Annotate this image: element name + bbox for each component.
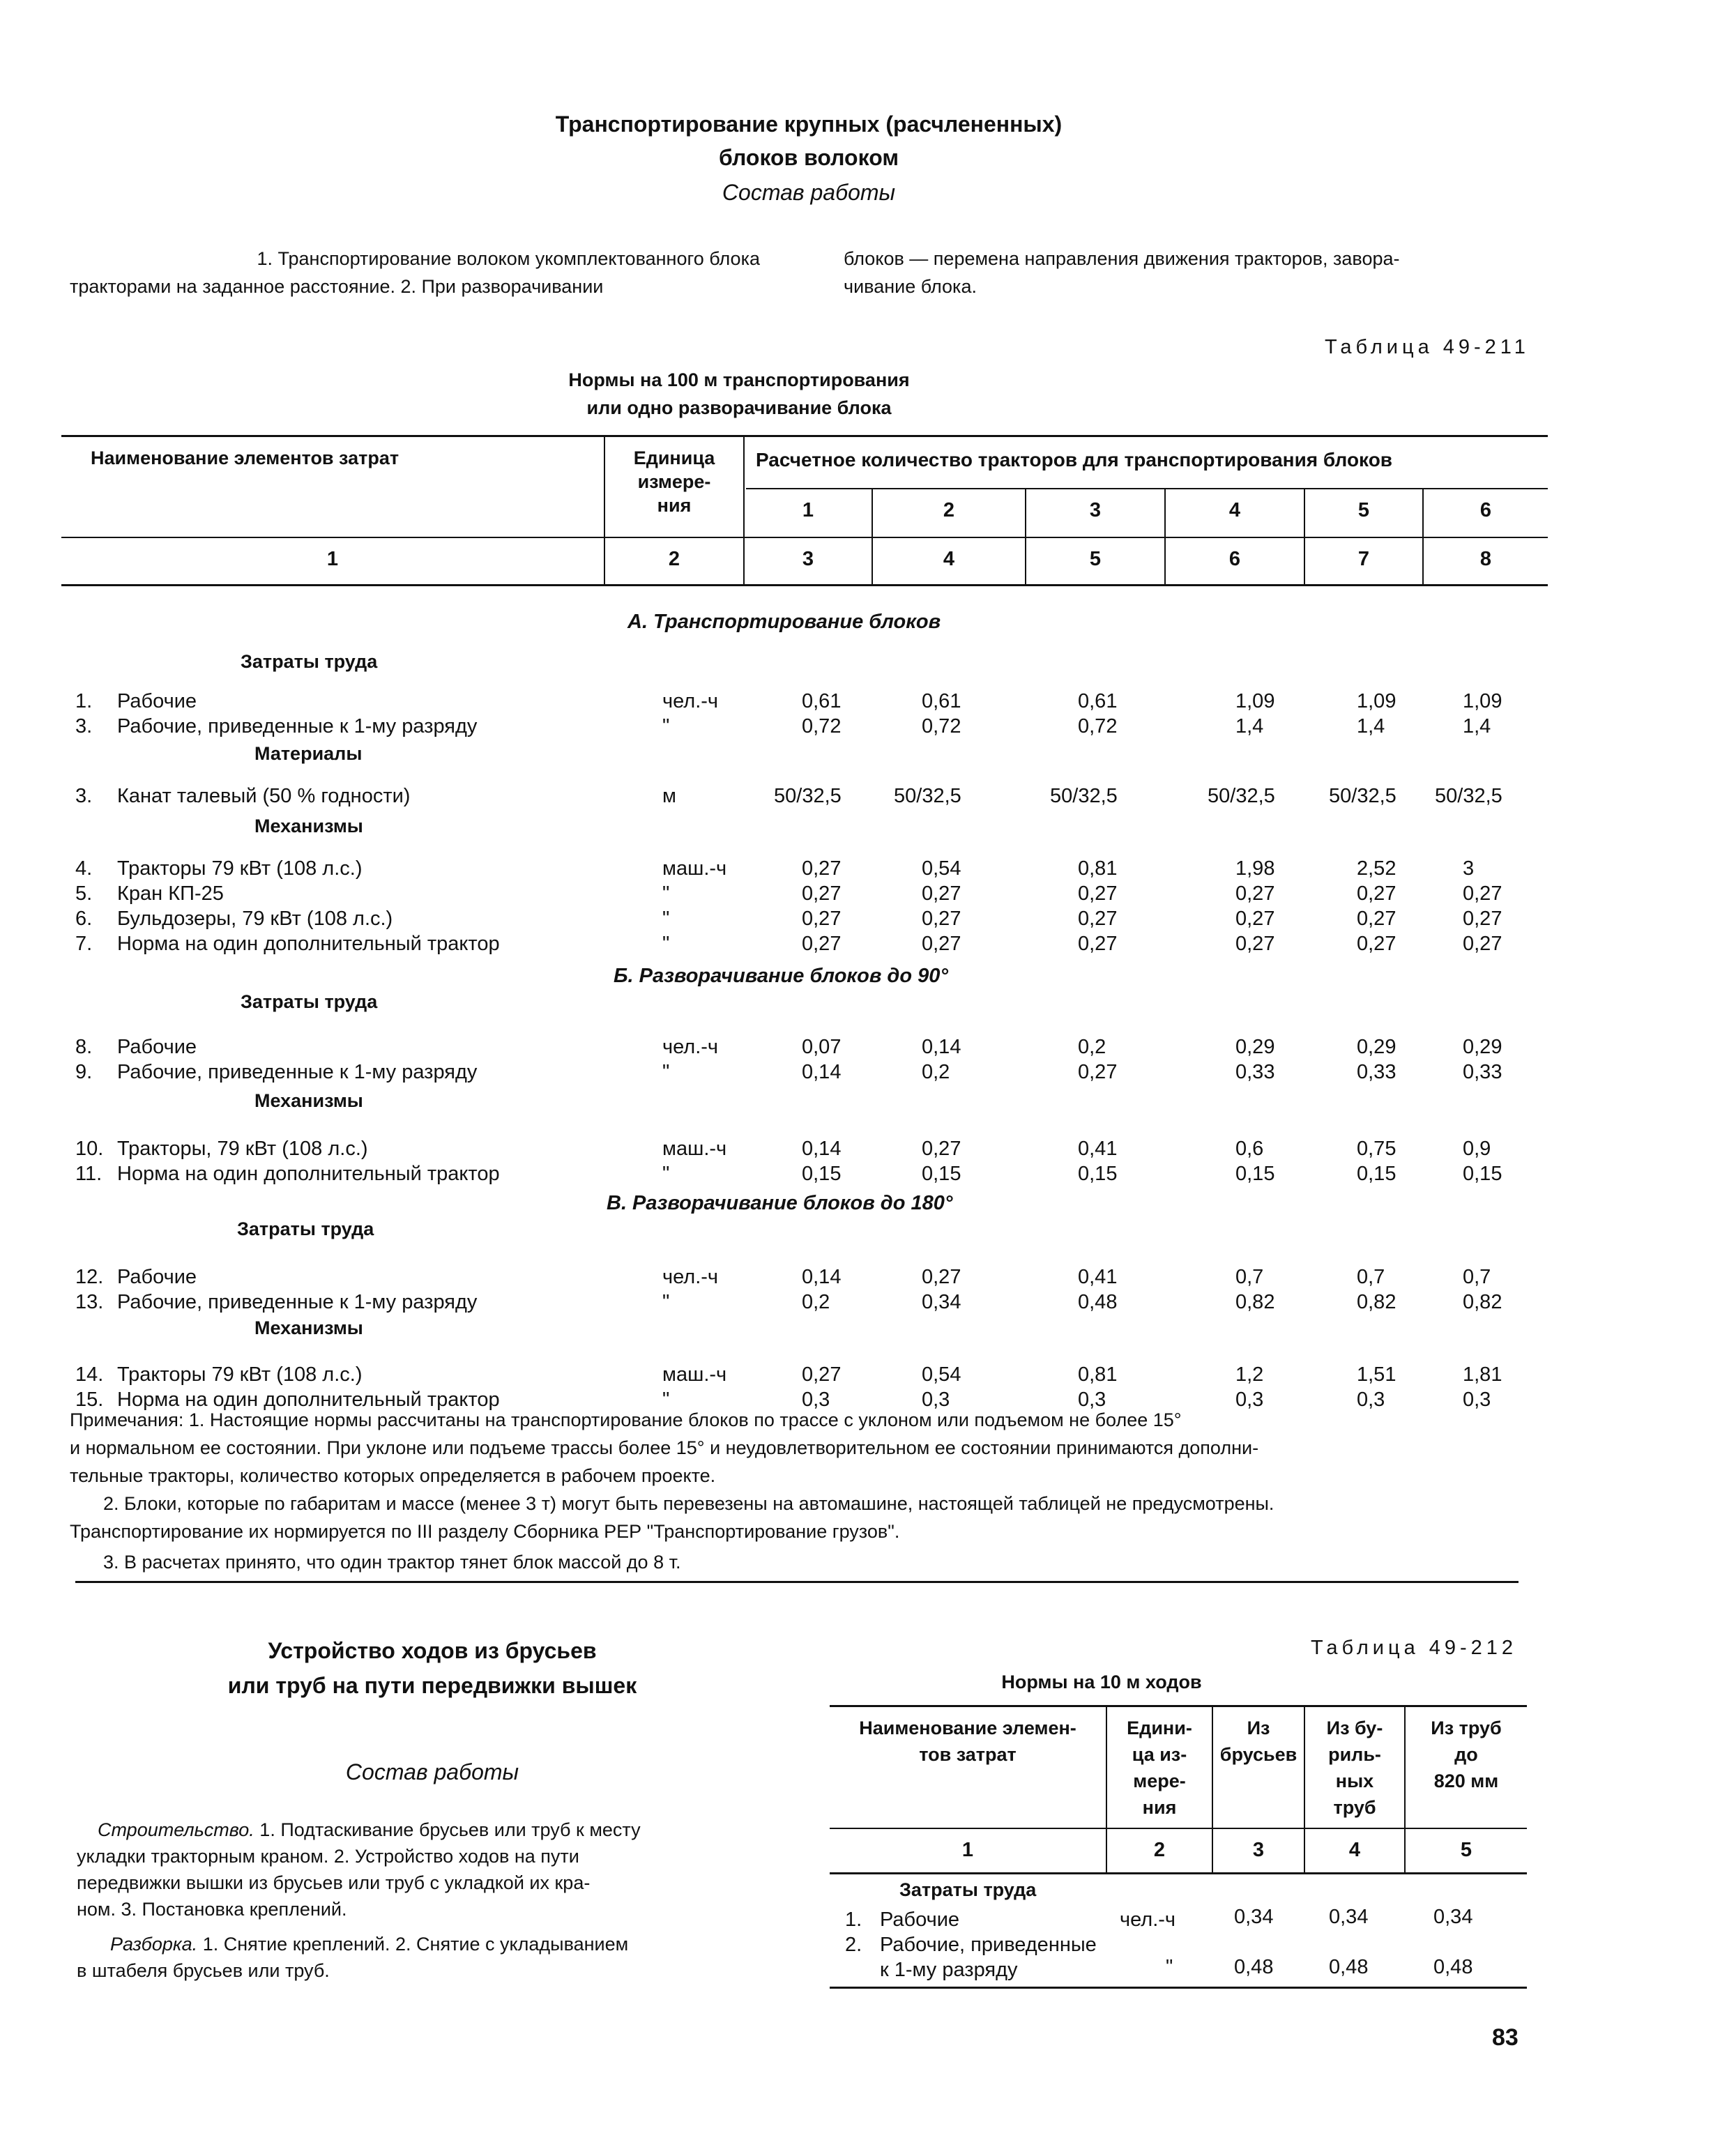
row-number: 12. [75,1266,104,1288]
section2-p1-line3: передвижки вышки из брусьев или труб с укладкой их кра- [77,1872,591,1893]
row-value: 0,27 [922,1266,961,1288]
t2-row2-name-line1: Рабочие, приведенные [880,1934,1097,1956]
col-number-8: 8 [1479,548,1492,570]
row-value: 0,3 [1078,1389,1106,1411]
row-value: 0,7 [1235,1266,1264,1288]
row-value: 0,72 [922,715,961,737]
row-unit: чел.-ч [662,1036,719,1058]
row-number: 10. [75,1138,104,1160]
row-value: 0,27 [1463,908,1502,930]
row-name: Рабочие [117,690,197,712]
row-unit: " [662,1061,670,1083]
section1-subtitle: Состав работы [722,180,896,205]
table1-header-name: Наименование элементов затрат [91,448,399,468]
col-number-3: 3 [802,548,814,570]
section2-p1-line2: укладки тракторным краном. 2. Устройство ходов на пути [77,1846,579,1867]
group-mechanisms-c: Механизмы [254,1317,363,1338]
row-name: Тракторы 79 кВт (108 л.с.) [117,857,363,880]
row-value: 50/32,5 [1050,785,1118,807]
row-unit: маш.-ч [662,1138,727,1160]
note-line1: Примечания: 1. Настоящие нормы рассчитаны на транспортирование блоков по трассе с уклоном или подъемом не более 15° [70,1409,1182,1430]
t2-row1-no: 1. [845,1909,862,1931]
t2-header-c4-line2: риль- [1328,1744,1381,1765]
row-value: 0,48 [1078,1291,1118,1313]
disassembly-text: 1. Снятие креплений. 2. Снятие с укладыванием [202,1934,629,1955]
row-value: 0,29 [1357,1036,1396,1058]
row-number: 11. [75,1163,102,1185]
t2-header-c4-line1: Из бу- [1326,1718,1383,1738]
group-labor-b: Затраты труда [241,991,378,1012]
row-value: 0,15 [1463,1163,1502,1185]
row-value: 0,3 [1235,1389,1264,1411]
row-name: Рабочие [117,1266,197,1288]
t2-row2-unit: " [1166,1956,1173,1978]
note-line6: 3. В расчетах принято, что один трактор тянет блок массой до 8 т. [103,1552,681,1573]
table1-header-unit-line1: Единица [633,448,715,468]
row-name: Тракторы, 79 кВт (108 л.с.) [117,1138,368,1160]
row-name: Кран КП-25 [117,882,224,905]
section-b-heading: Б. Разворачивание блоков до 90° [614,965,948,987]
row-name: Норма на один дополнительный трактор [117,1163,500,1185]
t2-col-number-5: 5 [1460,1839,1472,1861]
work-left-line2: тракторами на заданное расстояние. 2. При разворачивании [70,276,604,297]
construction-label: Строительство. [98,1819,254,1840]
row-value: 0,81 [1078,1363,1118,1386]
row-value: 0,61 [922,690,961,712]
row-unit: " [662,1389,670,1411]
note-line4: 2. Блоки, которые по габаритам и массе (менее 3 т) могут быть перевезены на автомашине, настоящей таблицей не предусмотрены. [103,1493,1274,1514]
construction-text: 1. Подтаскивание брусьев или труб к месту [259,1819,641,1840]
section2-subtitle: Состав работы [345,1759,519,1784]
row-value: 0,34 [922,1291,961,1313]
row-unit: м [662,785,676,807]
row-unit: маш.-ч [662,1363,727,1386]
row-value: 1,09 [1357,690,1396,712]
row-value: 0,3 [1463,1389,1491,1411]
row-value: 0,27 [1235,882,1275,905]
t2-header-c3-line2: брусьев [1219,1744,1297,1765]
row-value: 0,33 [1463,1061,1502,1083]
row-value: 0,82 [1235,1291,1275,1313]
row-value: 3 [1463,857,1475,880]
t2-col-number-4: 4 [1348,1839,1361,1861]
t2-group-labor: Затраты труда [899,1879,1037,1900]
row-value: 0,33 [1235,1061,1275,1083]
row-number: 7. [75,933,93,955]
t2-header-unit-line4: ния [1142,1797,1177,1818]
t2-row2-name-line2: к 1-му разряду [880,1959,1018,1981]
row-value: 1,09 [1235,690,1275,712]
row-name: Рабочие [117,1036,197,1058]
row-value: 1,4 [1463,715,1491,737]
row-value: 1,2 [1235,1363,1264,1386]
page-number: 83 [1492,2024,1519,2051]
t2-col-number-3: 3 [1252,1839,1265,1861]
row-value: 0,54 [922,1363,961,1386]
table1-caption-line2: или одно разворачивание блока [586,397,892,418]
tractor-count-3: 3 [1089,499,1102,521]
row-value: 0,27 [1463,933,1502,955]
row-value: 0,14 [802,1061,842,1083]
t2-col-number-2: 2 [1153,1839,1166,1861]
section2-p1-line4: ном. 3. Постановка креплений. [77,1899,347,1920]
t2-header-c5-line3: 820 мм [1433,1771,1499,1791]
row-value: 0,27 [1235,933,1275,955]
row-number: 8. [75,1036,93,1058]
row-unit: " [662,1163,670,1185]
row-value: 50/32,5 [774,785,842,807]
row-value: 0,41 [1078,1266,1118,1288]
row-value: 1,81 [1463,1363,1502,1386]
tractor-count-6: 6 [1479,499,1492,521]
row-number: 5. [75,882,93,905]
section2-p2-line1 [110,1934,628,1955]
row-value: 0,27 [1078,933,1118,955]
tractor-count-1: 1 [802,499,814,521]
row-name: Рабочие, приведенные к 1-му разряду [117,1291,478,1313]
col-number-7: 7 [1357,548,1370,570]
row-value: 0,3 [1357,1389,1385,1411]
row-value: 0,54 [922,857,961,880]
row-number: 3. [75,715,93,737]
t2-header-unit-line3: мере- [1133,1771,1186,1791]
row-value: 0,27 [802,1363,842,1386]
row-value: 1,4 [1357,715,1385,737]
col-number-2: 2 [668,548,680,570]
row-value: 0,27 [922,933,961,955]
row-number: 13. [75,1291,104,1313]
row-value: 1,51 [1357,1363,1396,1386]
t2-row1-v2: 0,34 [1329,1906,1369,1928]
table1-header-unit-line3: ния [657,495,692,516]
row-number: 14. [75,1363,104,1386]
t2-header-name-line2: тов затрат [919,1744,1017,1765]
row-number: 9. [75,1061,93,1083]
row-value: 0,61 [1078,690,1118,712]
row-value: 0,41 [1078,1138,1118,1160]
note-line2: и нормальном ее состоянии. При уклоне или подъеме трассы более 15° и неудовлетворительном ее состоянии принимаются дополни- [70,1437,1259,1458]
row-value: 0,7 [1357,1266,1385,1288]
row-value: 0,2 [922,1061,950,1083]
tractor-count-5: 5 [1357,499,1370,521]
section2-p1-line1 [98,1819,641,1841]
section2-p2-line2: в штабеля брусьев или труб. [77,1960,330,1981]
t2-row2-v1: 0,48 [1234,1956,1274,1978]
row-name: Канат талевый (50 % годности) [117,785,411,807]
row-unit: " [662,908,670,930]
t2-header-c4-line4: труб [1333,1797,1376,1818]
row-value: 0,27 [922,1138,961,1160]
row-value: 1,09 [1463,690,1502,712]
row-value: 2,52 [1357,857,1396,880]
row-value: 0,27 [802,933,842,955]
t2-row2-v2: 0,48 [1329,1956,1369,1978]
row-value: 0,14 [922,1036,961,1058]
t2-header-unit-line2: ца из- [1132,1744,1187,1765]
row-unit: " [662,882,670,905]
row-name: Норма на один дополнительный трактор [117,1389,500,1411]
col-number-5: 5 [1089,548,1102,570]
row-value: 0,27 [1463,882,1502,905]
row-unit: " [662,715,670,737]
row-name: Тракторы 79 кВт (108 л.с.) [117,1363,363,1386]
group-labor-a: Затраты труда [241,651,378,672]
t2-header-c4-line3: ных [1335,1771,1374,1791]
row-value: 50/32,5 [1329,785,1396,807]
row-value: 0,27 [802,908,842,930]
row-value: 0,14 [802,1138,842,1160]
table2-caption: Нормы на 10 м ходов [1001,1672,1202,1692]
t2-row1-unit: чел.-ч [1120,1909,1176,1931]
row-name: Рабочие, приведенные к 1-му разряду [117,1061,478,1083]
table1-caption-line1: Нормы на 100 м транспортирования [568,369,910,390]
row-value: 0,27 [922,882,961,905]
row-unit: " [662,933,670,955]
col-number-1: 1 [326,548,339,570]
row-value: 0,27 [1078,908,1118,930]
section1-title-line2: блоков волоком [719,145,899,170]
row-value: 0,15 [1357,1163,1396,1185]
row-unit: маш.-ч [662,857,727,880]
row-value: 0,07 [802,1036,842,1058]
group-mechanisms-a: Механизмы [254,816,363,836]
row-value: 0,3 [922,1389,950,1411]
row-name: Норма на один дополнительный трактор [117,933,500,955]
row-value: 0,6 [1235,1138,1264,1160]
row-value: 50/32,5 [894,785,961,807]
group-labor-c: Затраты труда [237,1218,374,1239]
row-value: 0,15 [922,1163,961,1185]
row-value: 0,82 [1463,1291,1502,1313]
row-number: 3. [75,785,93,807]
row-value: 0,27 [1235,908,1275,930]
col-number-6: 6 [1228,548,1241,570]
row-value: 0,33 [1357,1061,1396,1083]
row-value: 0,82 [1357,1291,1396,1313]
row-value: 0,72 [1078,715,1118,737]
row-value: 0,15 [1235,1163,1275,1185]
row-value: 0,15 [1078,1163,1118,1185]
row-value: 0,27 [1357,933,1396,955]
row-value: 0,27 [1357,882,1396,905]
row-value: 0,2 [1078,1036,1106,1058]
t2-header-name-line1: Наименование элемен- [859,1718,1076,1738]
t2-header-c5-line1: Из труб [1431,1718,1502,1738]
row-value: 50/32,5 [1208,785,1275,807]
table2-label: Таблица 49-212 [1311,1637,1518,1659]
section1-title-line1: Транспортирование крупных (расчлененных) [555,112,1063,137]
group-materials: Материалы [254,743,363,764]
row-value: 0,75 [1357,1138,1396,1160]
row-value: 1,4 [1235,715,1264,737]
table1-header-group: Расчетное количество тракторов для транспортирования блоков [756,449,1393,471]
row-number: 6. [75,908,93,930]
row-value: 0,3 [802,1389,830,1411]
work-left-line1: 1. Транспортирование волоком укомплектованного блока [257,248,760,269]
t2-header-c3-line1: Из [1247,1718,1270,1738]
row-value: 0,7 [1463,1266,1491,1288]
table1-header-unit-line2: измере- [637,471,711,492]
row-value: 1,98 [1235,857,1275,880]
row-value: 0,61 [802,690,842,712]
tractor-count-4: 4 [1228,499,1241,521]
section-a-heading: А. Транспортирование блоков [627,611,941,633]
t2-row2-v3: 0,48 [1433,1956,1473,1978]
work-right-line2: чивание блока. [844,276,977,297]
section-c-heading: В. Разворачивание блоков до 180° [607,1192,953,1214]
row-unit: " [662,1291,670,1313]
row-value: 0,27 [1078,1061,1118,1083]
row-value: 0,2 [802,1291,830,1313]
row-value: 0,14 [802,1266,842,1288]
tractor-count-2: 2 [943,499,955,521]
work-right-line1: блоков — перемена направления движения тракторов, заворa- [844,248,1400,269]
row-number: 1. [75,690,93,712]
t2-col-number-1: 1 [961,1839,974,1861]
row-value: 0,9 [1463,1138,1491,1160]
row-value: 0,29 [1235,1036,1275,1058]
row-unit: чел.-ч [662,690,719,712]
row-number: 4. [75,857,93,880]
t2-row2-no: 2. [845,1934,862,1956]
t2-header-unit-line1: Едини- [1127,1718,1192,1738]
row-value: 50/32,5 [1435,785,1502,807]
row-value: 0,72 [802,715,842,737]
t2-row1-v3: 0,34 [1433,1906,1473,1928]
row-name: Бульдозеры, 79 кВт (108 л.с.) [117,908,393,930]
t2-row1-name: Рабочие [880,1909,960,1931]
section2-title-line2: или труб на пути передвижки вышек [227,1673,637,1698]
row-value: 0,27 [802,857,842,880]
row-value: 0,27 [1357,908,1396,930]
section2-title-line1: Устройство ходов из брусьев [268,1638,597,1663]
note-line3: тельные тракторы, количество которых определяется в рабочем проекте. [70,1465,716,1486]
t2-row1-v1: 0,34 [1234,1906,1274,1928]
row-unit: чел.-ч [662,1266,719,1288]
disassembly-label: Разборка. [110,1934,198,1955]
row-value: 0,27 [802,882,842,905]
row-value: 0,27 [1078,882,1118,905]
col-number-4: 4 [943,548,955,570]
table1-label: Таблица 49-211 [1325,336,1530,358]
row-name: Рабочие, приведенные к 1-му разряду [117,715,478,737]
t2-header-c5-line2: до [1454,1744,1478,1765]
note-line5: Транспортирование их нормируется по III разделу Сборника РЕР "Транспортирование грузов". [70,1521,900,1542]
group-mechanisms-b: Механизмы [254,1090,363,1111]
section-divider [75,1581,1519,1583]
row-value: 0,27 [922,908,961,930]
row-number: 15. [75,1389,104,1411]
row-value: 0,15 [802,1163,842,1185]
row-value: 0,29 [1463,1036,1502,1058]
row-value: 0,81 [1078,857,1118,880]
